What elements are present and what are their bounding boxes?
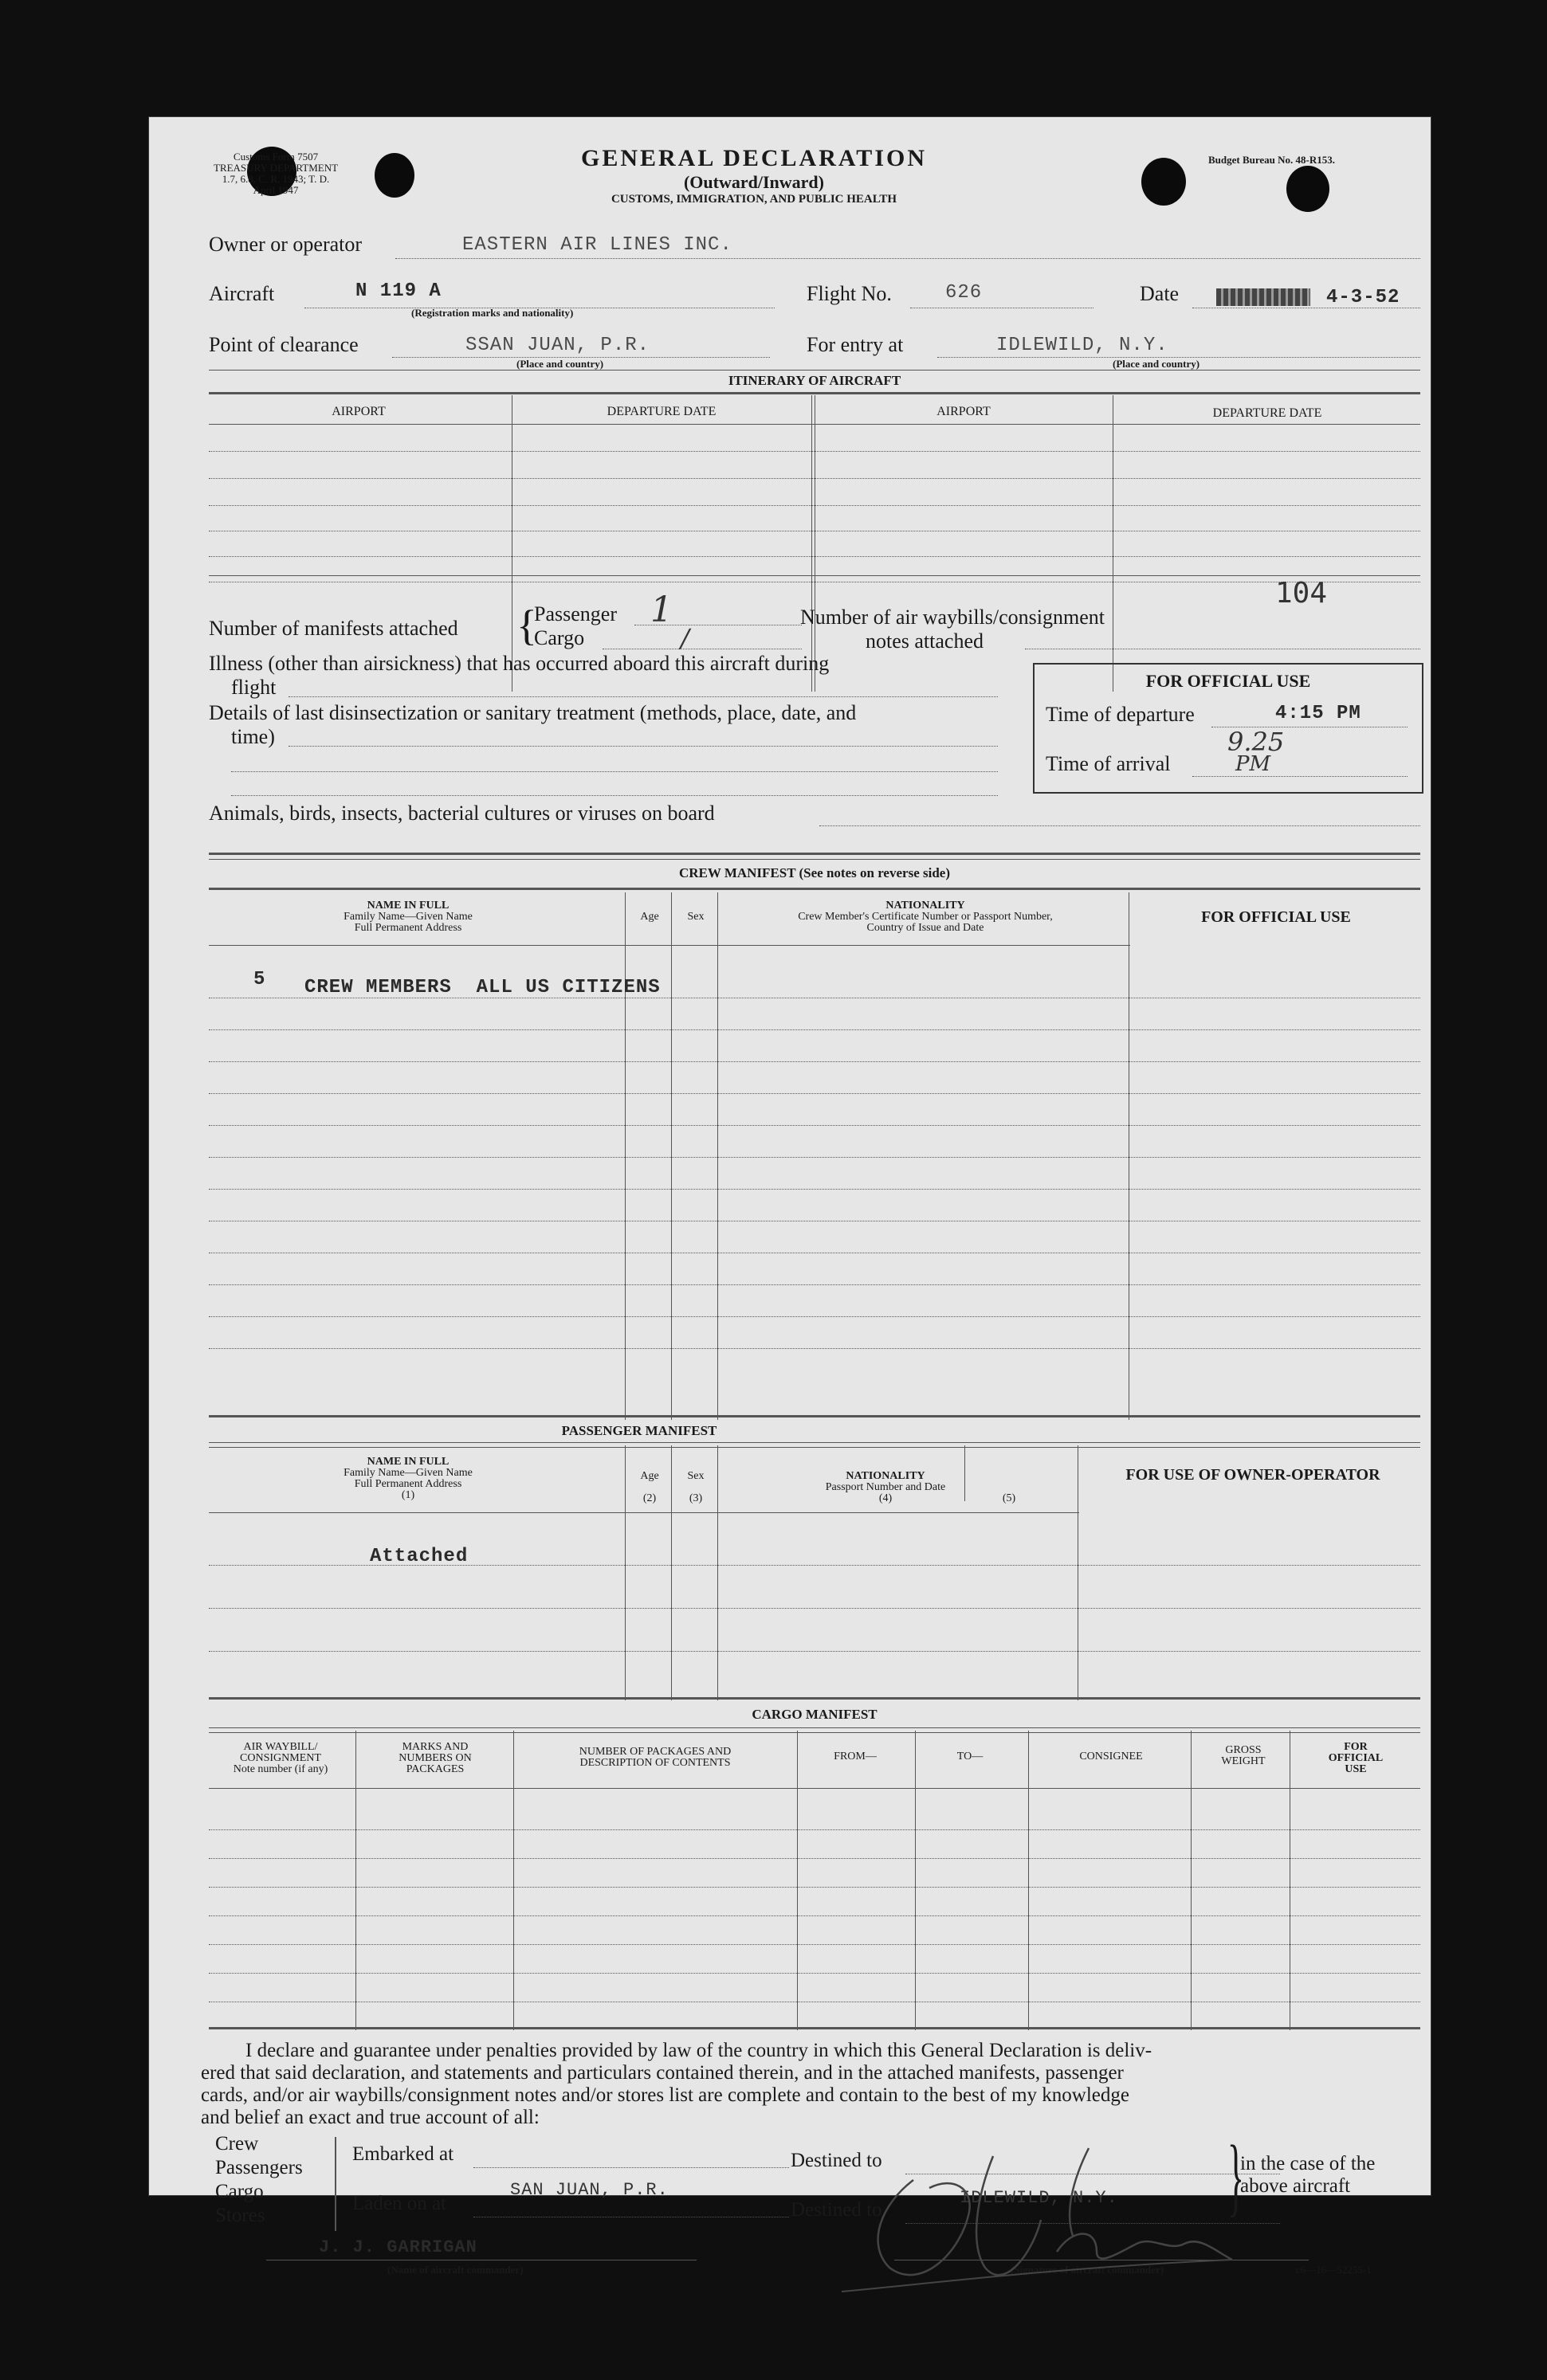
passenger-manifest-label: Passenger (534, 602, 617, 625)
itinerary-col-airport: AIRPORT (936, 405, 991, 418)
customs-form-line: Customs Form 7507 (233, 151, 319, 163)
customs-form-block (196, 151, 355, 196)
passenger-col-name-sub: Full Permanent Address (354, 1478, 462, 1490)
crew-col-name-title: NAME IN FULL (367, 900, 450, 912)
arrival-time-label: Time of arrival (1046, 752, 1171, 775)
form-subsubtitle: CUSTOMS, IMMIGRATION, AND PUBLIC HEALTH (611, 193, 897, 206)
crew-col-name (209, 900, 607, 934)
disinsect-label-line2: time) (231, 725, 275, 748)
entry-label: For entry at (807, 333, 904, 356)
form-subtitle: (Outward/Inward) (683, 172, 824, 192)
crew-col-sex: Sex (687, 911, 705, 923)
passenger-col-sex-num: (3) (689, 1492, 703, 1504)
cargo-col-text: Note number (if any) (233, 1763, 328, 1775)
embarked-label: Embarked at (352, 2143, 454, 2165)
cargo-col-text: FOR (1344, 1741, 1368, 1753)
passenger-col-age (630, 1471, 669, 1504)
cargo-col-official (1293, 1742, 1419, 1775)
departure-time-label: Time of departure (1046, 703, 1195, 726)
commander-signature (834, 2127, 1248, 2307)
customs-form-line: 1.7, 6.8, C. R. 1943; T. D. (222, 173, 330, 185)
cargo-col-text: NUMBERS ON (399, 1752, 472, 1764)
passenger-col-nat-num: (4) (878, 1492, 893, 1504)
commander-name: J. J. GARRIGAN (319, 2237, 477, 2257)
destined-label-1: Destined to (791, 2150, 882, 2171)
crew-col-name-sub: Family Name—Given Name (344, 911, 473, 923)
owner-value: EASTERN AIR LINES INC. (462, 234, 732, 256)
entry-caption: (Place and country) (1113, 358, 1200, 370)
illness-label-line1: Illness (other than airsickness) that has occurred aboard this aircraft during (209, 652, 830, 675)
signature-caption: (Signature of aircraft commander) (1011, 2264, 1164, 2276)
date-label: Date (1140, 282, 1180, 305)
crew-col-name-sub: Full Permanent Address (354, 922, 462, 934)
brace: } (1227, 2127, 1244, 2225)
arrival-time-value: 9.25 (1227, 727, 1285, 757)
destined-label-2: Destined to (791, 2199, 882, 2221)
crew-col-official: FOR OFFICIAL USE (1201, 908, 1351, 926)
passenger-manifest-title: PASSENGER MANIFEST (561, 1423, 717, 1438)
cargo-col-text: MARKS AND (402, 1741, 469, 1753)
cargo-col-packages (516, 1747, 794, 1769)
declaration-form (148, 116, 1431, 2276)
punch-hole (1141, 158, 1186, 206)
itinerary-col-airport: AIRPORT (332, 405, 386, 418)
crew-entry-count: 5 (253, 969, 266, 990)
waybills-label-line1: Number of air waybills/consignment (800, 606, 1105, 629)
itinerary-col-departure-date: DEPARTURE DATE (1212, 406, 1322, 420)
passenger-col-name-title: NAME IN FULL (367, 1456, 450, 1468)
illness-label-line2: flight (231, 676, 277, 699)
cargo-col-marks (359, 1742, 512, 1775)
brace: { (516, 602, 537, 649)
cargo-col-to: TO— (956, 1751, 984, 1762)
passenger-entry-text: Attached (370, 1546, 469, 1567)
category-crew: Crew (215, 2133, 259, 2155)
case-line: above aircraft (1240, 2175, 1351, 2197)
clearance-value: SSAN JUAN, P.R. (465, 335, 650, 356)
arrival-time-pm: PM (1235, 752, 1271, 776)
cargo-col-text: GROSS (1225, 1744, 1262, 1756)
budget-bureau: Budget Bureau No. 48-R153. (1208, 154, 1336, 166)
aircraft-caption: (Registration marks and nationality) (411, 307, 574, 319)
departure-time-value: 4:15 PM (1275, 703, 1361, 724)
crew-entry-text: CREW MEMBERS ALL US CITIZENS (304, 977, 661, 998)
itinerary-title: ITINERARY OF AIRCRAFT (728, 373, 901, 388)
cargo-col-text: USE (1345, 1763, 1367, 1775)
punch-hole (1286, 166, 1329, 212)
declaration-categories (215, 2132, 303, 2228)
crew-manifest-title: CREW MANIFEST (See notes on reverse side) (679, 865, 950, 880)
cargo-col-weight (1194, 1745, 1293, 1767)
category-cargo: Cargo (215, 2181, 264, 2202)
passenger-col-age-num: (2) (642, 1492, 657, 1504)
cargo-col-text: OFFICIAL (1328, 1752, 1384, 1764)
cargo-col-consignee: CONSIGNEE (1079, 1751, 1143, 1762)
case-line: in the case of the (1240, 2153, 1376, 2174)
crew-col-nat-sub: Crew Member's Certificate Number or Passport Number, (798, 911, 1053, 923)
crew-col-nationality (722, 900, 1129, 934)
aircraft-value: N 119 A (355, 280, 442, 302)
crew-col-nat-sub: Country of Issue and Date (866, 922, 984, 934)
passenger-col-nat-title: NATIONALITY (846, 1470, 925, 1482)
form-title-block (531, 145, 977, 206)
category-stores: Stores (215, 2205, 265, 2226)
customs-form-line: April 1947 (253, 184, 299, 196)
aircraft-label: Aircraft (209, 282, 275, 305)
cargo-manifest-label: Cargo (534, 626, 585, 649)
cargo-col-text: NUMBER OF PACKAGES AND (579, 1746, 732, 1758)
declaration-line: I declare and guarantee under penalties provided by law of the country in which this General Declaration is deliv- (245, 2040, 1152, 2061)
passenger-col-sex (676, 1471, 716, 1504)
entry-value: IDLEWILD, N.Y. (996, 335, 1168, 356)
disinsect-label-line1: Details of last disinsectization or sanitary treatment (methods, place, date, and (209, 701, 857, 724)
laden-value: SAN JUAN, P.R. (510, 2180, 669, 2200)
passenger-col-name (209, 1457, 607, 1501)
cargo-col-text: AIR WAYBILL/ (243, 1741, 318, 1753)
date-value: 4-3-52 (1326, 287, 1400, 308)
cargo-col-from: FROM— (834, 1751, 877, 1762)
passenger-col-sex-label: Sex (687, 1470, 705, 1482)
flight-label: Flight No. (807, 282, 892, 305)
punch-hole (375, 153, 414, 198)
crew-col-age: Age (640, 911, 659, 923)
cargo-col-text: WEIGHT (1221, 1755, 1266, 1767)
declaration-text (201, 2040, 1420, 2129)
cargo-col-waybill (209, 1742, 352, 1775)
cargo-manifest-value: / (681, 623, 689, 653)
passenger-col-5: (5) (1002, 1492, 1016, 1504)
passenger-manifest-value: 1 (650, 590, 673, 630)
official-use-title: FOR OFFICIAL USE (1145, 671, 1311, 691)
crew-col-nat-title: NATIONALITY (885, 900, 965, 912)
animals-label: Animals, birds, insects, bacterial cultures or viruses on board (209, 802, 715, 825)
laden-label: Laden on at (352, 2193, 447, 2214)
stamp-number: 104 (1275, 577, 1328, 610)
declaration-line: cards, and/or air waybills/consignment notes and/or stores list are complete and contain to the best of my knowledge (201, 2084, 1129, 2106)
cargo-manifest-title: CARGO MANIFEST (752, 1707, 878, 1722)
clearance-caption: (Place and country) (516, 358, 604, 370)
passenger-col-name-num: (1) (401, 1489, 415, 1501)
passenger-col-name-sub: Family Name—Given Name (344, 1467, 473, 1479)
category-passengers: Passengers (215, 2157, 303, 2178)
destined-value: IDLEWILD, N.Y. (960, 2188, 1118, 2208)
manifests-count-label: Number of manifests attached (209, 617, 458, 640)
flight-value: 626 (945, 282, 983, 304)
declaration-line: and belief an exact and true account of all: (201, 2107, 540, 2128)
cargo-col-text: PACKAGES (406, 1763, 465, 1775)
cargo-col-text: DESCRIPTION OF CONTENTS (579, 1757, 731, 1769)
waybills-label-line2: notes attached (866, 629, 984, 653)
commander-name-caption: (Name of aircraft commander) (387, 2264, 524, 2276)
itinerary-col-departure-date: DEPARTURE DATE (607, 405, 717, 418)
passenger-col-nat-sub: Passport Number and Date (825, 1481, 946, 1493)
owner-label: Owner or operator (209, 233, 363, 256)
declaration-line: ered that said declaration, and statements and particulars contained therein, and in the attached manifests, passenger (201, 2062, 1124, 2084)
form-title: GENERAL DECLARATION (580, 145, 927, 171)
passenger-col-owner: FOR USE OF OWNER-OPERATOR (1125, 1466, 1380, 1484)
passenger-col-age-label: Age (640, 1470, 659, 1482)
customs-form-line: TREASURY DEPARTMENT (213, 162, 339, 174)
struck-text (1216, 288, 1310, 306)
case-text (1240, 2153, 1375, 2198)
cargo-col-text: CONSIGNMENT (240, 1752, 321, 1764)
print-code: c6—16—52255-1 (1296, 2264, 1372, 2276)
clearance-label: Point of clearance (209, 333, 359, 356)
